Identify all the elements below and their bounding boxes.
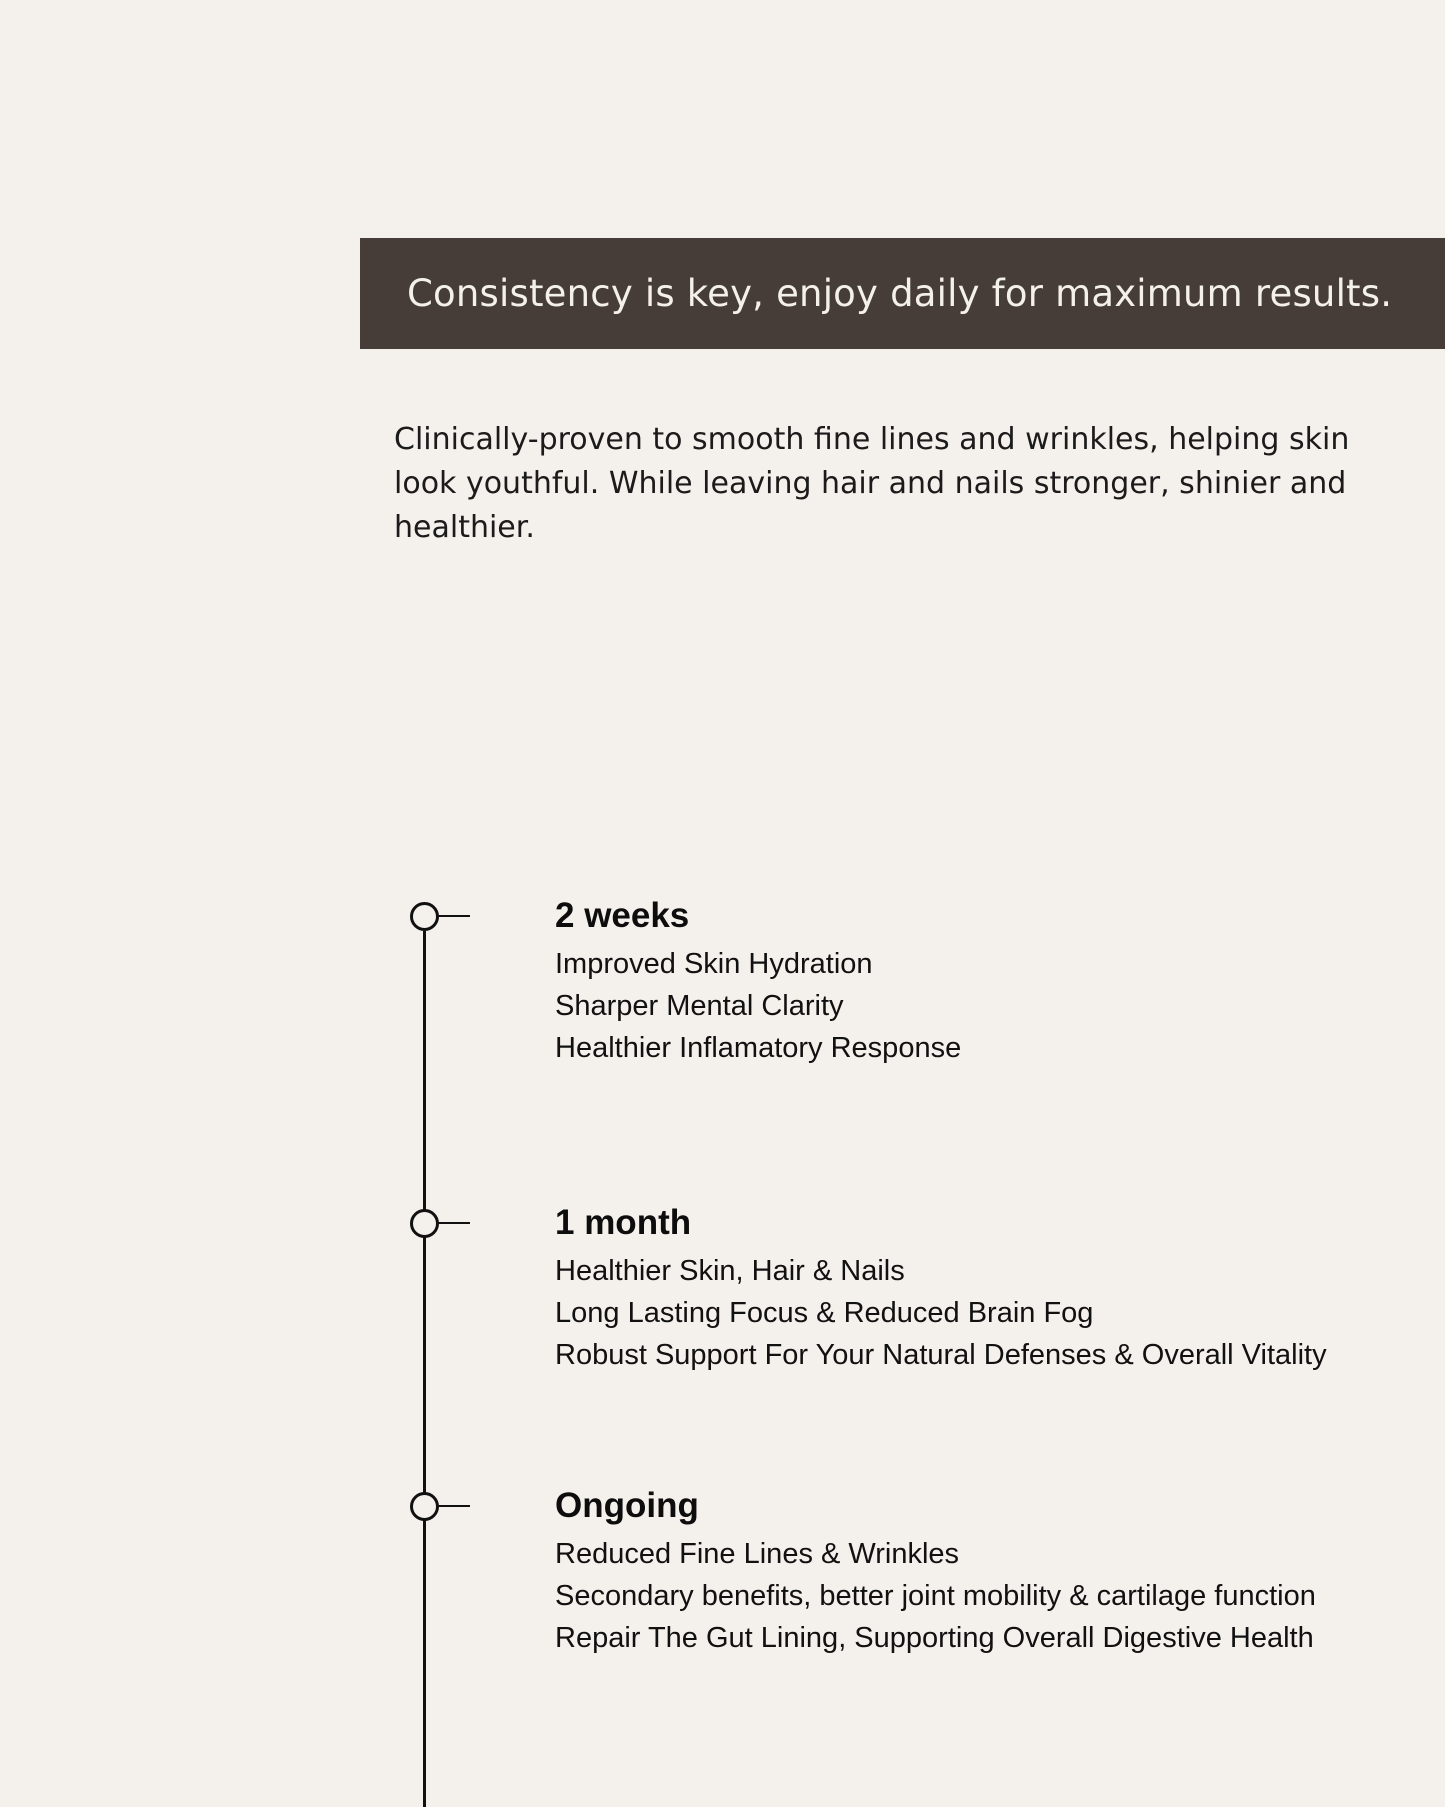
benefit-item: Robust Support For Your Natural Defenses & Overall Vitality — [555, 1339, 1327, 1371]
timeline-node-circle — [410, 1492, 439, 1521]
timeline-connector — [438, 1222, 470, 1224]
benefit-item: Repair The Gut Lining, Supporting Overall Digestive Health — [555, 1622, 1314, 1654]
milestone-title: 1 month — [555, 1203, 692, 1242]
timeline-connector — [438, 915, 470, 917]
consistency-banner — [360, 238, 1445, 349]
benefit-item: Improved Skin Hydration — [555, 948, 873, 980]
benefit-item: Healthier Inflamatory Response — [555, 1032, 962, 1064]
milestone-title: Ongoing — [555, 1486, 699, 1525]
milestone-title: 2 weeks — [555, 896, 690, 935]
timeline-node-circle — [410, 902, 439, 931]
product-description: Clinically-proven to smooth fine lines and wrinkles, helping skin look youthful. While leaving hair and nails stronger, shinier and healthier. — [394, 422, 1350, 545]
benefit-list — [555, 1533, 1316, 1659]
timeline-line — [423, 931, 426, 1807]
benefit-item: Secondary benefits, better joint mobility & cartilage function — [555, 1580, 1316, 1612]
timeline-connector — [438, 1505, 470, 1507]
benefit-item: Healthier Skin, Hair & Nails — [555, 1255, 905, 1287]
benefit-item: Reduced Fine Lines & Wrinkles — [555, 1538, 960, 1570]
benefit-item: Sharper Mental Clarity — [555, 990, 844, 1022]
benefit-list — [555, 1250, 1327, 1376]
timeline-node-circle — [410, 1209, 439, 1238]
benefit-list — [555, 943, 961, 1069]
benefit-item: Long Lasting Focus & Reduced Brain Fog — [555, 1297, 1094, 1329]
banner-text: Consistency is key, enjoy daily for maximum results. — [407, 272, 1393, 315]
